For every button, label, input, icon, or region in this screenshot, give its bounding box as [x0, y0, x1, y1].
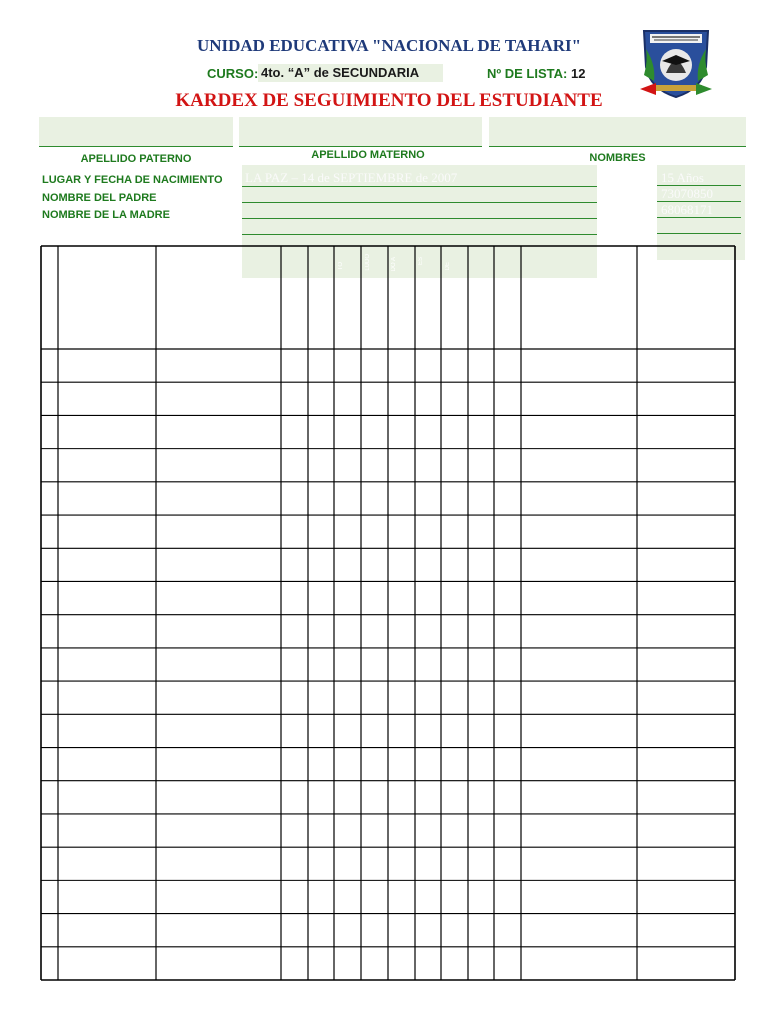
school-name: UNIDAD EDUCATIVA "NACIONAL DE TAHARI" — [196, 36, 582, 55]
column-header: DO A — [391, 257, 397, 272]
apellido-materno-label: APELLIDO MATERNO — [311, 149, 425, 161]
lista-label: Nº DE LISTA: — [487, 66, 568, 81]
lugar-fecha-nacimiento-field[interactable]: LA PAZ – 14 de SEPTIEMBRE de 2007 — [245, 170, 458, 185]
nombre-madre-label: NOMBRE DE LA MADRE — [42, 209, 170, 221]
column-header: LUDO — [365, 254, 371, 271]
nombres-label: NOMBRES — [589, 152, 646, 164]
curso-field[interactable]: 4to. “A” de SECUNDARIA — [258, 64, 443, 82]
column-header: TO — [338, 262, 344, 271]
column-header: ES — [418, 257, 424, 266]
document-title: KARDEX DE SEGUIMIENTO DEL ESTUDIANTE — [175, 90, 603, 111]
telefono-2-field[interactable]: 68068171 — [661, 202, 713, 217]
lista-value: 12 — [571, 66, 586, 81]
lugar-fecha-nacimiento-label: LUGAR Y FECHA DE NACIMIENTO — [42, 174, 223, 186]
curso-label: CURSO: — [207, 66, 259, 81]
nombre-padre-label: NOMBRE DEL PADRE — [42, 192, 157, 204]
column-header: DE — [445, 262, 451, 271]
telefono-1-field[interactable]: 73070850 — [661, 186, 713, 201]
apellido-paterno-label: APELLIDO PATERNO — [80, 153, 192, 165]
edad-field[interactable]: 15 Años — [661, 170, 704, 185]
